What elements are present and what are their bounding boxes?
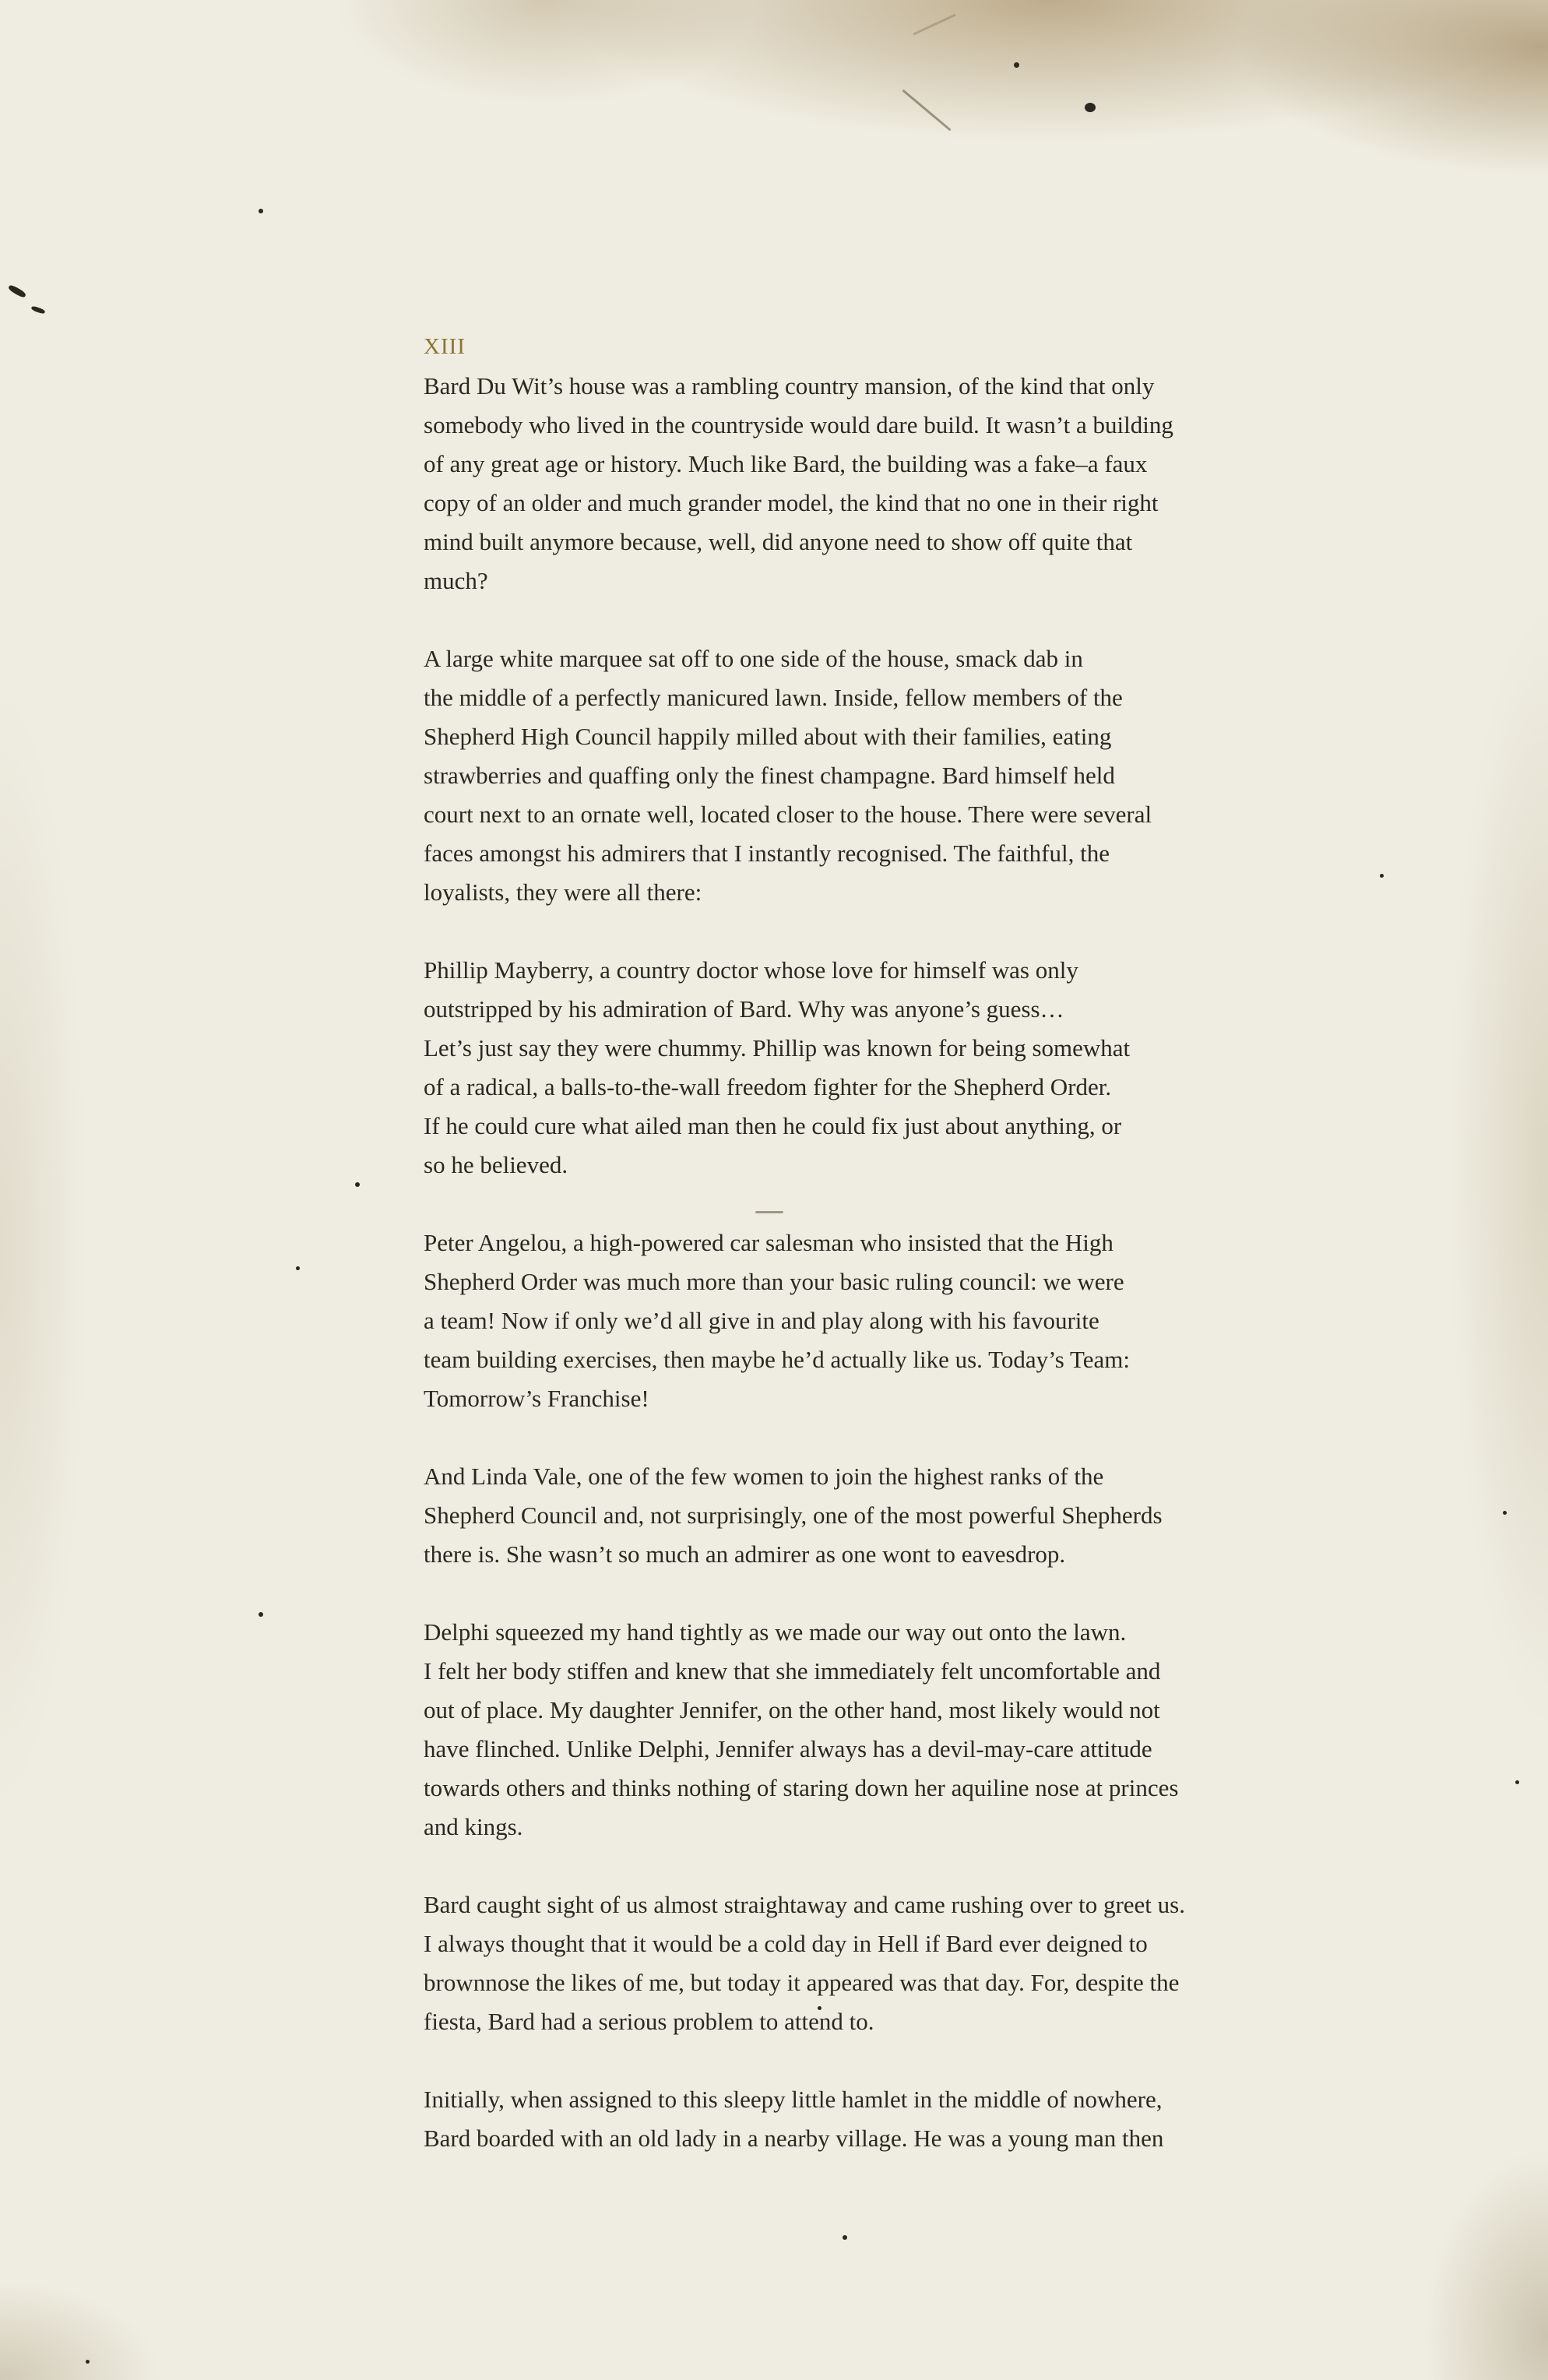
text-line: A large white marquee sat off to one side of the house, smack dab in	[424, 645, 1083, 672]
text-line: Initially, when assigned to this sleepy little hamlet in the middle of nowhere,	[424, 2086, 1163, 2113]
paragraph	[424, 1223, 1265, 1418]
paragraph	[424, 1613, 1265, 1847]
text-line: brownnose the likes of me, but today it appeared was that day. For, despite the	[424, 1969, 1180, 1996]
text-line: strawberries and quaffing only the finest champagne. Bard himself held	[424, 762, 1115, 789]
paragraph	[424, 951, 1265, 1185]
paragraph	[424, 639, 1265, 912]
text-line: Bard caught sight of us almost straightaway and came rushing over to greet us.	[424, 1891, 1185, 1918]
text-line: Shepherd High Council happily milled about with their families, eating	[424, 723, 1112, 750]
text-line: and kings.	[424, 1813, 523, 1840]
text-line: team building exercises, then maybe he’d actually like us. Today’s Team:	[424, 1346, 1131, 1373]
paper-speck	[1503, 1511, 1507, 1515]
text-line: towards others and thinks nothing of staring down her aquiline nose at princes	[424, 1774, 1179, 1801]
text-line: I always thought that it would be a cold day in Hell if Bard ever deigned to	[424, 1930, 1148, 1957]
text-line: Bard boarded with an old lady in a nearby village. He was a young man then	[424, 2125, 1164, 2152]
text-line: fiesta, Bard had a serious problem to attend to.	[424, 2008, 874, 2035]
paragraph-list	[424, 367, 1265, 2158]
text-line: Let’s just say they were chummy. Phillip was known for being somewhat	[424, 1034, 1131, 1061]
paragraph	[424, 2080, 1265, 2158]
text-line: Peter Angelou, a high-powered car salesman who insisted that the High	[424, 1229, 1114, 1256]
text-line: a team! Now if only we’d all give in and play along with his favourite	[424, 1307, 1099, 1334]
paper-speck	[31, 305, 46, 315]
text-line: much?	[424, 567, 488, 594]
text-line: loyalists, they were all there:	[424, 878, 702, 906]
paper-speck	[259, 1612, 263, 1617]
text-line: out of place. My daughter Jennifer, on the other hand, most likely would not	[424, 1696, 1160, 1723]
text-line: outstripped by his admiration of Bard. Why was anyone’s guess…	[424, 995, 1064, 1023]
text-line: Shepherd Council and, not surprisingly, one of the most powerful Shepherds	[424, 1502, 1163, 1529]
text-line: copy of an older and much grander model, the kind that no one in their right	[424, 489, 1159, 516]
paper-speck	[296, 1266, 300, 1270]
paper-speck	[1515, 1780, 1519, 1784]
paper-speck	[1380, 874, 1384, 878]
paragraph	[424, 1457, 1265, 1574]
text-line: mind built anymore because, well, did anyone need to show off quite that	[424, 528, 1133, 555]
paper-speck	[1014, 62, 1019, 68]
chapter-number: XIII	[424, 334, 466, 359]
paper-scratch	[913, 13, 956, 35]
paper-speck	[86, 2360, 90, 2364]
text-line: Bard Du Wit’s house was a rambling country mansion, of the kind that only	[424, 372, 1155, 400]
paper-speck	[355, 1182, 360, 1187]
paper-scratch	[902, 90, 951, 132]
text-line: I felt her body stiffen and knew that she immediately felt uncomfortable and	[424, 1657, 1161, 1685]
text-line: the middle of a perfectly manicured lawn. Inside, fellow members of the	[424, 684, 1123, 711]
text-line: of a radical, a balls-to-the-wall freedom fighter for the Shepherd Order.	[424, 1073, 1112, 1100]
text-line: there is. She wasn’t so much an admirer as one wont to eavesdrop.	[424, 1540, 1066, 1568]
text-line: have flinched. Unlike Delphi, Jennifer always has a devil-may-care attitude	[424, 1735, 1152, 1762]
text-line: so he believed.	[424, 1151, 568, 1178]
text-line: Shepherd Order was much more than your basic ruling council: we were	[424, 1268, 1124, 1295]
paper-speck	[8, 284, 27, 299]
paragraph	[424, 1885, 1265, 2041]
text-line: court next to an ornate well, located closer to the house. There were several	[424, 801, 1152, 828]
paper-speck	[259, 209, 263, 213]
paper-speck	[843, 2235, 847, 2240]
text-line: Phillip Mayberry, a country doctor whose love for himself was only	[424, 956, 1078, 984]
text-line: faces amongst his admirers that I instantly recognised. The faithful, the	[424, 840, 1110, 867]
text-line: of any great age or history. Much like Bard, the building was a fake–a faux	[424, 450, 1148, 477]
text-line: If he could cure what ailed man then he could fix just about anything, or	[424, 1112, 1122, 1139]
text-line: Delphi squeezed my hand tightly as we made our way out onto the lawn.	[424, 1618, 1127, 1646]
chapter-body	[424, 331, 1265, 2158]
text-line: somebody who lived in the countryside would dare build. It wasn’t a building	[424, 411, 1173, 438]
text-line: Tomorrow’s Franchise!	[424, 1385, 649, 1412]
text-line: And Linda Vale, one of the few women to join the highest ranks of the	[424, 1463, 1104, 1490]
paragraph	[424, 367, 1265, 600]
paper-speck	[1085, 103, 1096, 112]
